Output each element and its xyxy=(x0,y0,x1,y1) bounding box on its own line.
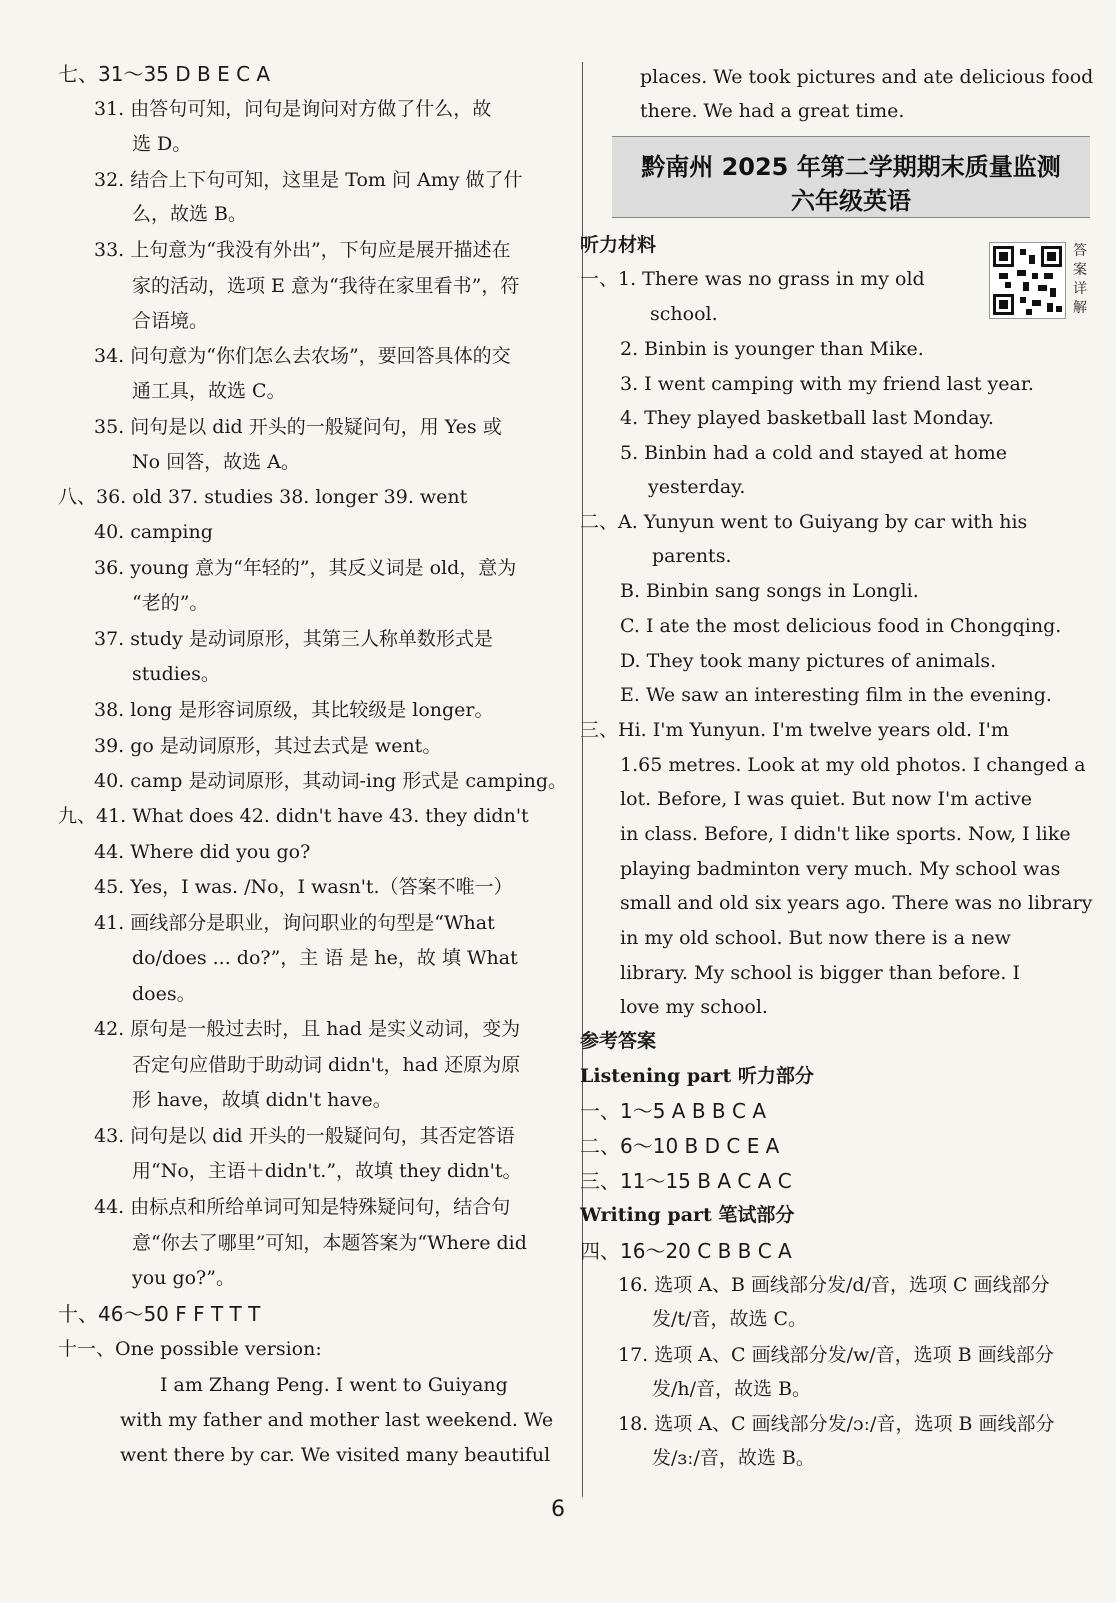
answer-line: 十、46～50 F F T T T xyxy=(58,1302,261,1326)
listening-line: C. I ate the most delicious food in Chongqing. xyxy=(620,615,1062,637)
section-title: 黔南州 2025 年第二学期期末质量监测 xyxy=(641,153,1061,181)
answer-line: studies。 xyxy=(132,663,220,685)
page-number: 6 xyxy=(551,1497,565,1522)
answer-line: 七、31～35 D B E C A xyxy=(58,62,271,86)
listening-line: D. They took many pictures of animals. xyxy=(620,650,997,672)
heading-listening-part: Listening part 听力部分 xyxy=(580,1065,814,1087)
answer-line: 31. 由答句可知，问句是询问对方做了什么，故 xyxy=(94,98,492,120)
answer-line: 家的活动，选项 E 意为“我待在家里看书”，符 xyxy=(132,275,520,297)
listening-line: love my school. xyxy=(620,996,768,1018)
answer-line: 发/ɜː/音，故选 B。 xyxy=(652,1447,815,1469)
answer-line: 37. study 是动词原形，其第三人称单数形式是 xyxy=(94,628,493,650)
listening-line: E. We saw an interesting film in the evening. xyxy=(620,684,1052,706)
answer-line: 34. 问句意为“你们怎么去农场”，要回答具体的交 xyxy=(94,345,511,367)
section-subtitle: 六年级英语 xyxy=(791,187,911,215)
listening-line: in my old school. But now there is a new xyxy=(620,927,1011,949)
essay-line: there. We had a great time. xyxy=(640,100,905,122)
answer-line: 17. 选项 A、C 画线部分发/w/音，选项 B 画线部分 xyxy=(618,1344,1054,1366)
answer-line: 38. long 是形容词原级，其比较级是 longer。 xyxy=(94,699,494,721)
listening-line: playing badminton very much. My school was xyxy=(620,858,1061,880)
answer-line: “老的”。 xyxy=(132,592,209,614)
listening-line: 一、1. There was no grass in my old xyxy=(580,268,925,290)
listening-line: lot. Before, I was quiet. But now I'm active xyxy=(620,788,1032,810)
listening-line: B. Binbin sang songs in Longli. xyxy=(620,580,919,602)
answer-line: 41. 画线部分是职业，询问职业的句型是“What xyxy=(94,912,495,934)
answer-line: you go?”。 xyxy=(132,1267,235,1289)
answer-line: 18. 选项 A、C 画线部分发/ɔː/音，选项 B 画线部分 xyxy=(618,1413,1055,1435)
listening-line: 1.65 metres. Look at my old photos. I changed a xyxy=(620,754,1086,776)
answer-line: 意“你去了哪里”可知，本题答案为“Where did xyxy=(132,1232,527,1254)
answer-line: 形 have，故填 didn't have。 xyxy=(132,1089,392,1111)
listening-line: in class. Before, I didn't like sports. Now, I like xyxy=(620,823,1071,845)
answer-line: 一、1～5 A B B C A xyxy=(580,1099,767,1123)
listening-line: small and old six years ago. There was no library xyxy=(620,892,1093,914)
essay-line: I am Zhang Peng. I went to Guiyang xyxy=(160,1374,508,1396)
answer-line: 44. 由标点和所给单词可知是特殊疑问句，结合句 xyxy=(94,1196,511,1218)
heading-reference-answers: 参考答案 xyxy=(580,1030,657,1052)
answer-line: 44. Where did you go? xyxy=(94,841,311,863)
answer-line: 33. 上句意为“我没有外出”，下句应是展开描述在 xyxy=(94,239,511,261)
answer-line: 发/t/音，故选 C。 xyxy=(652,1308,808,1330)
listening-line: library. My school is bigger than before. I xyxy=(620,962,1021,984)
answer-line: 三、11～15 B A C A C xyxy=(580,1169,792,1193)
listening-line: 三、Hi. I'm Yunyun. I'm twelve years old. I'm xyxy=(580,719,1009,741)
answer-line: 16. 选项 A、B 画线部分发/d/音，选项 C 画线部分 xyxy=(618,1274,1050,1296)
answer-line: 九、41. What does 42. didn't have 43. they didn't xyxy=(58,805,529,827)
answer-line: No 回答，故选 A。 xyxy=(132,451,300,473)
qr-code-icon[interactable] xyxy=(989,242,1066,319)
answer-line: 用“No，主语＋didn't.”，故填 they didn't。 xyxy=(132,1160,522,1182)
answer-line: 32. 结合上下句可知，这里是 Tom 问 Amy 做了什 xyxy=(94,169,523,191)
listening-line: 5. Binbin had a cold and stayed at home xyxy=(620,442,1008,464)
answer-line: 二、6～10 B D C E A xyxy=(580,1134,780,1158)
heading-writing-part: Writing part 笔试部分 xyxy=(580,1204,795,1226)
listening-line: 二、A. Yunyun went to Guiyang by car with his xyxy=(580,511,1028,533)
answer-line: 42. 原句是一般过去时，且 had 是实义动词，变为 xyxy=(94,1018,521,1040)
answer-line: 通工具，故选 C。 xyxy=(132,380,286,402)
answer-line: 否定句应借助于助动词 didn't，had 还原为原 xyxy=(132,1054,521,1076)
answer-line: 43. 问句是以 did 开头的一般疑问句，其否定答语 xyxy=(94,1125,515,1147)
heading-listening-material: 听力材料 xyxy=(580,234,657,256)
listening-line: yesterday. xyxy=(648,476,746,498)
answer-line: 39. go 是动词原形，其过去式是 went。 xyxy=(94,735,442,757)
answer-line: 么，故选 B。 xyxy=(132,203,248,225)
answer-line: does。 xyxy=(132,983,196,1005)
essay-line: with my father and mother last weekend. We xyxy=(120,1409,554,1431)
answer-line: 45. Yes，I was. /No，I wasn't.（答案不唯一） xyxy=(94,876,513,898)
essay-line: places. We took pictures and ate delicious food xyxy=(640,66,1094,88)
answer-line: 发/h/音，故选 B。 xyxy=(652,1378,812,1400)
answer-line: 选 D。 xyxy=(132,133,192,155)
answer-line: 35. 问句是以 did 开头的一般疑问句，用 Yes 或 xyxy=(94,416,502,438)
answer-line: 40. camp 是动词原形，其动词-ing 形式是 camping。 xyxy=(94,770,568,792)
listening-line: school. xyxy=(650,303,718,325)
essay-line: went there by car. We visited many beautiful xyxy=(120,1444,551,1466)
answer-line: 36. young 意为“年轻的”，其反义词是 old，意为 xyxy=(94,557,517,579)
answer-line: 十一、One possible version: xyxy=(58,1338,322,1360)
answer-line: 40. camping xyxy=(94,521,213,543)
section-title-box xyxy=(612,136,1090,218)
qr-label: 答 案 详 解 xyxy=(1073,243,1087,316)
answer-line: 四、16～20 C B B C A xyxy=(580,1239,792,1263)
answer-line: 八、36. old 37. studies 38. longer 39. went xyxy=(58,486,468,508)
listening-line: 3. I went camping with my friend last year. xyxy=(620,373,1034,395)
answer-line: 合语境。 xyxy=(132,310,209,332)
listening-line: 4. They played basketball last Monday. xyxy=(620,407,994,429)
answer-line: do/does ... do?”，主 语 是 he，故 填 What xyxy=(132,947,518,969)
listening-line: 2. Binbin is younger than Mike. xyxy=(620,338,924,360)
listening-line: parents. xyxy=(652,545,732,567)
